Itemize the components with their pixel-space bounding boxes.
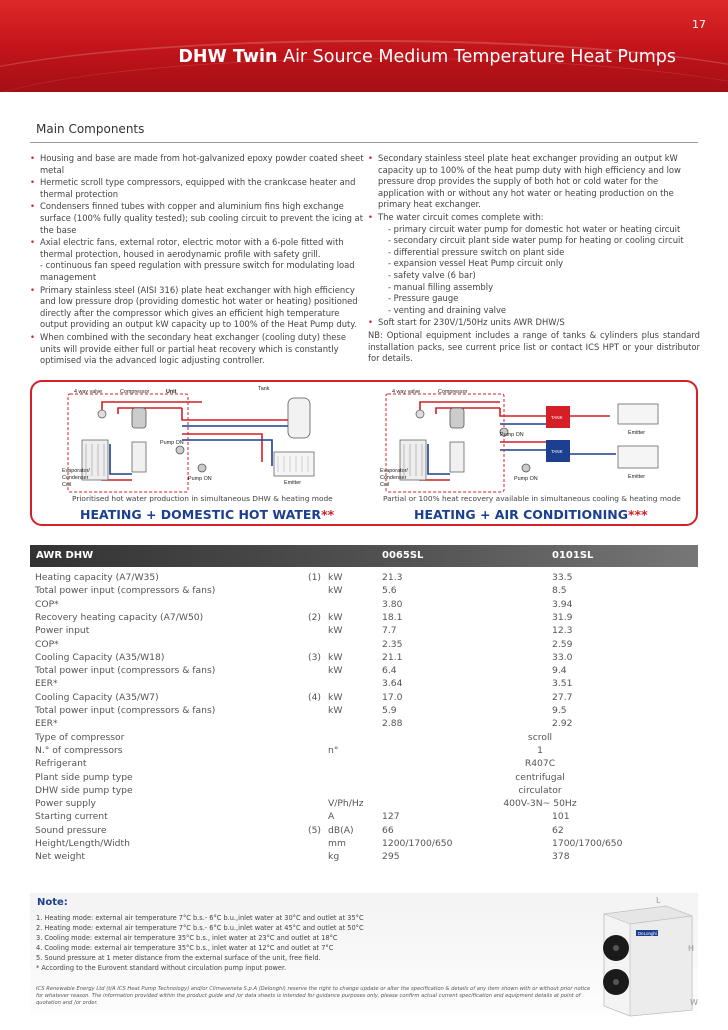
water-circuit-item: - differential pressure switch on plant side xyxy=(388,246,565,257)
table-cell-v2: 3.94 xyxy=(552,598,573,610)
valve-icon xyxy=(416,410,424,418)
nb-note: NB: Optional equipment includes a range of tanks & cylinders plus standard installation packs, see current price list or contact ICS HPT or your distributor for details. xyxy=(368,329,700,364)
compressor-icon xyxy=(450,408,464,428)
table-cell-unit: kW xyxy=(328,651,343,663)
mode-title-right: HEATING + AIR CONDITIONING*** xyxy=(414,507,648,522)
table-row xyxy=(30,757,698,770)
components-right-column xyxy=(368,153,700,365)
dimension-h: H xyxy=(688,944,695,953)
table-cell-v1: 127 xyxy=(382,811,400,823)
component-bullet: • When combined with the secondary heat exchanger (cooling duty) these units will provide either full or partial heat recovery which is constantly optimised via the advanced logic adjusting controller. xyxy=(30,331,346,366)
components-left-column xyxy=(30,153,366,368)
table-cell-span: centrifugal xyxy=(515,771,565,783)
table-row xyxy=(30,784,698,797)
dimension-w: W xyxy=(690,998,698,1007)
label-tank: TANK xyxy=(551,449,563,454)
table-cell-v2: 31.9 xyxy=(552,611,573,623)
bullet-icon: • xyxy=(30,177,35,188)
table-cell-v2: 9.4 xyxy=(552,665,567,677)
table-row xyxy=(30,797,698,810)
table-cell-v1: 18.1 xyxy=(382,611,403,623)
table-row xyxy=(30,824,698,837)
notes-title: Note: xyxy=(37,897,68,908)
table-cell-label: Net weight xyxy=(35,851,86,863)
table-cell-note: (5) xyxy=(308,824,322,836)
coil-icon xyxy=(400,440,426,480)
water-circuit-item: - safety valve (6 bar) xyxy=(388,269,476,280)
tank-icon xyxy=(546,406,570,428)
table-row xyxy=(30,850,698,863)
table-cell-label: DHW side pump type xyxy=(35,784,133,796)
table-cell-label: Height/Length/Width xyxy=(35,838,130,849)
table-cell-v2: 378 xyxy=(552,851,570,863)
table-cell-unit: dB(A) xyxy=(328,824,354,836)
fan-regulation-note: - continuous fan speed regulation with pressure switch for modulating load management xyxy=(40,260,355,282)
table-cell-span: 400V-3N~ 50Hz xyxy=(503,798,577,810)
table-row xyxy=(30,717,698,730)
component-bullet: • The water circuit comes complete with: - primary circuit water pump for domestic hot water or heating circuit - secondary circuit plant side water pump for heating or cooling circuit - differential pressure switch on plant side - expansion vessel Heat Pump circuit only - safety valve (6 bar) - manual filling assembly - Pressure gauge - venting and draining valve xyxy=(368,212,700,316)
section-divider xyxy=(30,142,698,143)
emitter-icon xyxy=(274,452,314,476)
label-coil: Coil xyxy=(62,482,72,488)
table-cell-v1: 7.7 xyxy=(382,625,397,637)
table-row xyxy=(30,611,698,624)
table-cell-note: (2) xyxy=(308,611,322,623)
table-cell-v2: 2.92 xyxy=(552,718,573,730)
component-bullet: • Hermetic scroll type compressors, equipped with the crankcase heater and thermal protection xyxy=(30,177,356,199)
water-circuit-item: - venting and draining valve xyxy=(388,304,507,315)
water-circuit-item: - Pressure gauge xyxy=(388,293,459,304)
valve-icon xyxy=(98,410,106,418)
table-cell-span: 1 xyxy=(537,744,543,756)
table-cell-span: R407C xyxy=(524,758,556,770)
heat-exchanger-icon xyxy=(450,442,464,472)
compressor-icon xyxy=(132,408,146,428)
table-cell-label: Total power input (compressors & fans) xyxy=(35,585,216,597)
tank-icon xyxy=(288,398,310,438)
table-cell-span: scroll xyxy=(527,731,553,743)
heat-pump-unit-image xyxy=(596,896,696,1018)
label-condenser: Condenser xyxy=(62,475,89,481)
table-cell-label: EER* xyxy=(35,678,58,690)
table-cell-label: EER* xyxy=(35,718,58,730)
bullet-icon: • xyxy=(368,211,373,222)
table-cell-v1: 17.0 xyxy=(382,691,403,703)
bullet-icon: • xyxy=(30,153,35,163)
bullet-icon: • xyxy=(30,284,35,295)
table-cell-v1: 3.64 xyxy=(382,678,403,690)
table-cell-label: Starting current xyxy=(35,811,108,823)
table-cell-label: Cooling Capacity (A35/W18) xyxy=(35,651,165,663)
table-cell-v1: 3.80 xyxy=(382,598,403,610)
note-line: 3. Cooling mode: external air temperature 35°C b.s., inlet water at 23°C and outlet at 18°C xyxy=(36,934,338,942)
table-cell-unit: kW xyxy=(328,611,343,623)
bullet-icon: • xyxy=(30,201,35,212)
label-emitter: Emitter xyxy=(628,430,646,436)
table-cell-note: (1) xyxy=(308,572,322,583)
bullet-icon: • xyxy=(30,237,35,248)
diagram-caption-left: Prioritised hot water production in simultaneous DHW & heating mode xyxy=(72,494,333,503)
table-cell-v2: 33.0 xyxy=(552,651,573,663)
water-circuit-item: - primary circuit water pump for domestic hot water or heating circuit xyxy=(388,223,681,234)
label-4-way-valve: 4 way valve xyxy=(74,389,103,395)
table-cell-label: Sound pressure xyxy=(35,824,107,836)
table-cell-label: COP* xyxy=(35,598,59,610)
table-cell-span: circulator xyxy=(518,784,562,796)
table-row xyxy=(30,677,698,690)
table-cell-v2: 8.5 xyxy=(552,585,567,597)
table-cell-v2: 62 xyxy=(552,824,564,836)
table-cell-label: Type of compressor xyxy=(35,731,125,743)
note-line: 5. Sound pressure at 1 meter distance from the external surface of the unit, free field. xyxy=(36,954,321,962)
component-bullet: • Housing and base are made from hot-galvanized epoxy powder coated sheet metal xyxy=(30,153,364,175)
diagram-caption-right: Partial or 100% heat recovery available in simultaneous cooling & heating mode xyxy=(383,494,681,503)
coil-icon xyxy=(82,440,108,480)
label-pump-on: Pump ON xyxy=(160,440,184,446)
table-cell-label: Heating capacity (A7/W35) xyxy=(35,572,159,583)
label-compressor: Compressor xyxy=(120,389,150,395)
water-circuit-list xyxy=(378,224,700,317)
pump-icon xyxy=(198,464,206,472)
table-cell-unit: kW xyxy=(328,625,343,637)
table-cell-label: Refrigerant xyxy=(35,758,87,770)
section-title-main-components: Main Components xyxy=(36,122,145,136)
table-cell-label: COP* xyxy=(35,638,59,650)
table-cell-v1: 21.3 xyxy=(382,572,403,583)
table-cell-note: (4) xyxy=(308,691,322,703)
table-row xyxy=(30,704,698,717)
bullet-icon: • xyxy=(368,153,373,163)
bullet-icon: • xyxy=(30,331,35,342)
table-row xyxy=(30,638,698,651)
table-cell-v2: 101 xyxy=(552,811,570,823)
table-cell-unit: mm xyxy=(328,838,346,849)
table-cell-v1: 5.9 xyxy=(382,705,397,716)
table-cell-label: Power input xyxy=(35,625,90,637)
table-row xyxy=(30,624,698,637)
pump-icon xyxy=(176,446,184,454)
table-cell-unit: A xyxy=(328,811,335,823)
table-cell-v2: 1700/1700/650 xyxy=(552,838,623,849)
table-cell-note: (3) xyxy=(308,651,322,663)
table-row xyxy=(30,731,698,744)
table-row xyxy=(30,651,698,664)
table-cell-v1: 6.4 xyxy=(382,665,397,677)
dimension-l: L xyxy=(656,896,661,905)
page-title-rest: Air Source Medium Temperature Heat Pumps xyxy=(277,47,676,67)
label-emitter: Emitter xyxy=(284,480,302,486)
emitter-icon xyxy=(618,446,658,468)
emitter-icon xyxy=(618,404,658,424)
table-header-col2: 0101SL xyxy=(552,550,594,561)
table-row xyxy=(30,771,698,784)
table-cell-v1: 1200/1700/650 xyxy=(382,838,453,849)
label-tank: Tank xyxy=(258,386,270,392)
component-bullet: • Primary stainless steel (AISI 316) plate heat exchanger with high efficiency and low pressure drop (providing domestic hot water or heating) positioned directly after the compressor which gives an efficient high temperature output providing an output kW capacity up to 100% of the Heat Pump duty. xyxy=(30,284,358,330)
note-line: * According to the Eurovent standard without circulation pump input power. xyxy=(36,964,287,972)
table-cell-v2: 27.7 xyxy=(552,691,573,703)
table-row xyxy=(30,691,698,704)
page-title-bold: DHW Twin xyxy=(178,47,278,67)
table-cell-unit: kW xyxy=(328,572,343,583)
table-header xyxy=(30,545,698,567)
table-cell-label: Cooling Capacity (A35/W7) xyxy=(35,691,159,703)
table-cell-v1: 2.35 xyxy=(382,638,403,650)
table-cell-unit: kW xyxy=(328,691,343,703)
water-circuit-item: - expansion vessel Heat Pump circuit only xyxy=(388,258,564,269)
label-evaporator: Evaporator/ xyxy=(380,468,408,474)
note-line: 2. Heating mode: external air temperature 7°C b.s.- 6°C b.u.,inlet water at 45°C and outlet at 50°C xyxy=(36,924,364,932)
scheme-heating-dhw xyxy=(62,384,352,494)
label-pump-on: Pump ON xyxy=(188,476,212,482)
pump-icon xyxy=(522,464,530,472)
scheme-heating-ac xyxy=(380,384,680,494)
label-condenser: Condenser xyxy=(380,475,407,481)
table-cell-label: Total power input (compressors & fans) xyxy=(35,665,216,677)
page-title xyxy=(178,47,676,67)
label-unit: Unit xyxy=(166,389,177,395)
component-bullet: • Condensers finned tubes with copper and aluminium fins high exchange surface (100% fully quality tested); sub cooling circuit to prevent the icing at the base xyxy=(30,201,363,235)
table-cell-v2: 9.5 xyxy=(552,705,567,716)
table-cell-v1: 2.88 xyxy=(382,718,403,730)
component-bullet: • Soft start for 230V/1/50Hz units AWR DHW/S xyxy=(368,317,565,328)
table-cell-label: N.° of compressors xyxy=(35,744,123,756)
table-cell-v1: 295 xyxy=(382,851,400,863)
label-evaporator: Evaporator/ xyxy=(62,468,90,474)
label-coil: Coil xyxy=(380,482,390,488)
label-tank: TANK xyxy=(551,415,563,420)
table-row xyxy=(30,584,698,597)
label-4-way-valve: 4 way valve xyxy=(392,389,421,395)
header-band xyxy=(0,0,728,92)
table-cell-label: Recovery heating capacity (A7/W50) xyxy=(35,611,204,623)
table-row xyxy=(30,664,698,677)
table-cell-v1: 5.6 xyxy=(382,585,397,597)
table-cell-unit: kg xyxy=(328,851,340,863)
table-cell-v2: 33.5 xyxy=(552,572,573,583)
mode-title-left: HEATING + DOMESTIC HOT WATER** xyxy=(80,507,335,522)
table-cell-unit: kW xyxy=(328,705,343,716)
table-row xyxy=(30,744,698,757)
table-cell-label: Plant side pump type xyxy=(35,771,133,783)
bullet-icon: • xyxy=(368,317,373,328)
note-line: 4. Cooling mode: external air temperature 35°C b.s., inlet water at 12°C and outlet at 7°C xyxy=(36,944,334,952)
table-cell-v2: 3.51 xyxy=(552,678,573,690)
heat-exchanger-icon xyxy=(132,442,146,472)
table-cell-unit: V/Ph/Hz xyxy=(328,798,364,810)
table-cell-label: Power supply xyxy=(35,798,96,810)
table-cell-v2: 2.59 xyxy=(552,638,573,650)
table-cell-v1: 66 xyxy=(382,824,394,836)
water-circuit-item: - manual filling assembly xyxy=(388,281,494,292)
table-row xyxy=(30,810,698,823)
table-cell-unit: kW xyxy=(328,585,343,597)
component-bullet: • Axial electric fans, external rotor, electric motor with a 6-pole fitted with thermal protection, housed in aerodynamic profile with safety grill. - continuous fan speed regulation with pressure switch for modulating load management xyxy=(30,237,355,282)
tank-icon xyxy=(546,440,570,462)
component-bullet: • Secondary stainless steel plate heat exchanger providing an output kW capacity up to 100% of the heat pump duty with high efficiency and low pressure drop provides the supply of both hot or cold water for the application with or without any hot water or heating production on the primary heat exchanger. xyxy=(368,153,681,210)
label-pump-on: Pump ON xyxy=(514,476,538,482)
label-emitter: Emitter xyxy=(628,474,646,480)
table-row xyxy=(30,571,698,584)
label-compressor: Compressor xyxy=(438,389,468,395)
brand-logo-text: DeLonghi xyxy=(638,931,657,936)
note-line: 1. Heating mode: external air temperature 7°C b.s.- 6°C b.u.,inlet water at 30°C and outlet at 35°C xyxy=(36,914,364,922)
table-cell-v2: 12.3 xyxy=(552,625,573,637)
page-number: 17 xyxy=(692,18,706,31)
table-header-model: AWR DHW xyxy=(36,550,94,561)
disclaimer: ICS Renewable Energy Ltd (t/A ICS Heat Pump Technology) and/or Climaveneta S.p.A (Delonghi) reserve the right to change update or alter the specification & details of any item shown with or without prior notice for whatever reason. The information provided within the product guide and /or data sheets is intended for guidance purposes only, please confirm actual current specification and equipment details at point of quotation and /or order. xyxy=(36,986,591,1007)
table-cell-label: Total power input (compressors & fans) xyxy=(35,705,216,716)
table-row xyxy=(30,837,698,850)
notes-list xyxy=(36,913,576,973)
table-row xyxy=(30,598,698,611)
table-cell-v1: 21.1 xyxy=(382,651,403,663)
table-header-col1: 0065SL xyxy=(382,550,424,561)
table-cell-unit: n° xyxy=(328,744,339,756)
label-pump-on: Pump ON xyxy=(500,432,524,438)
table-cell-unit: kW xyxy=(328,665,343,677)
water-circuit-item: - secondary circuit plant side water pump for heating or cooling circuit xyxy=(388,235,684,246)
